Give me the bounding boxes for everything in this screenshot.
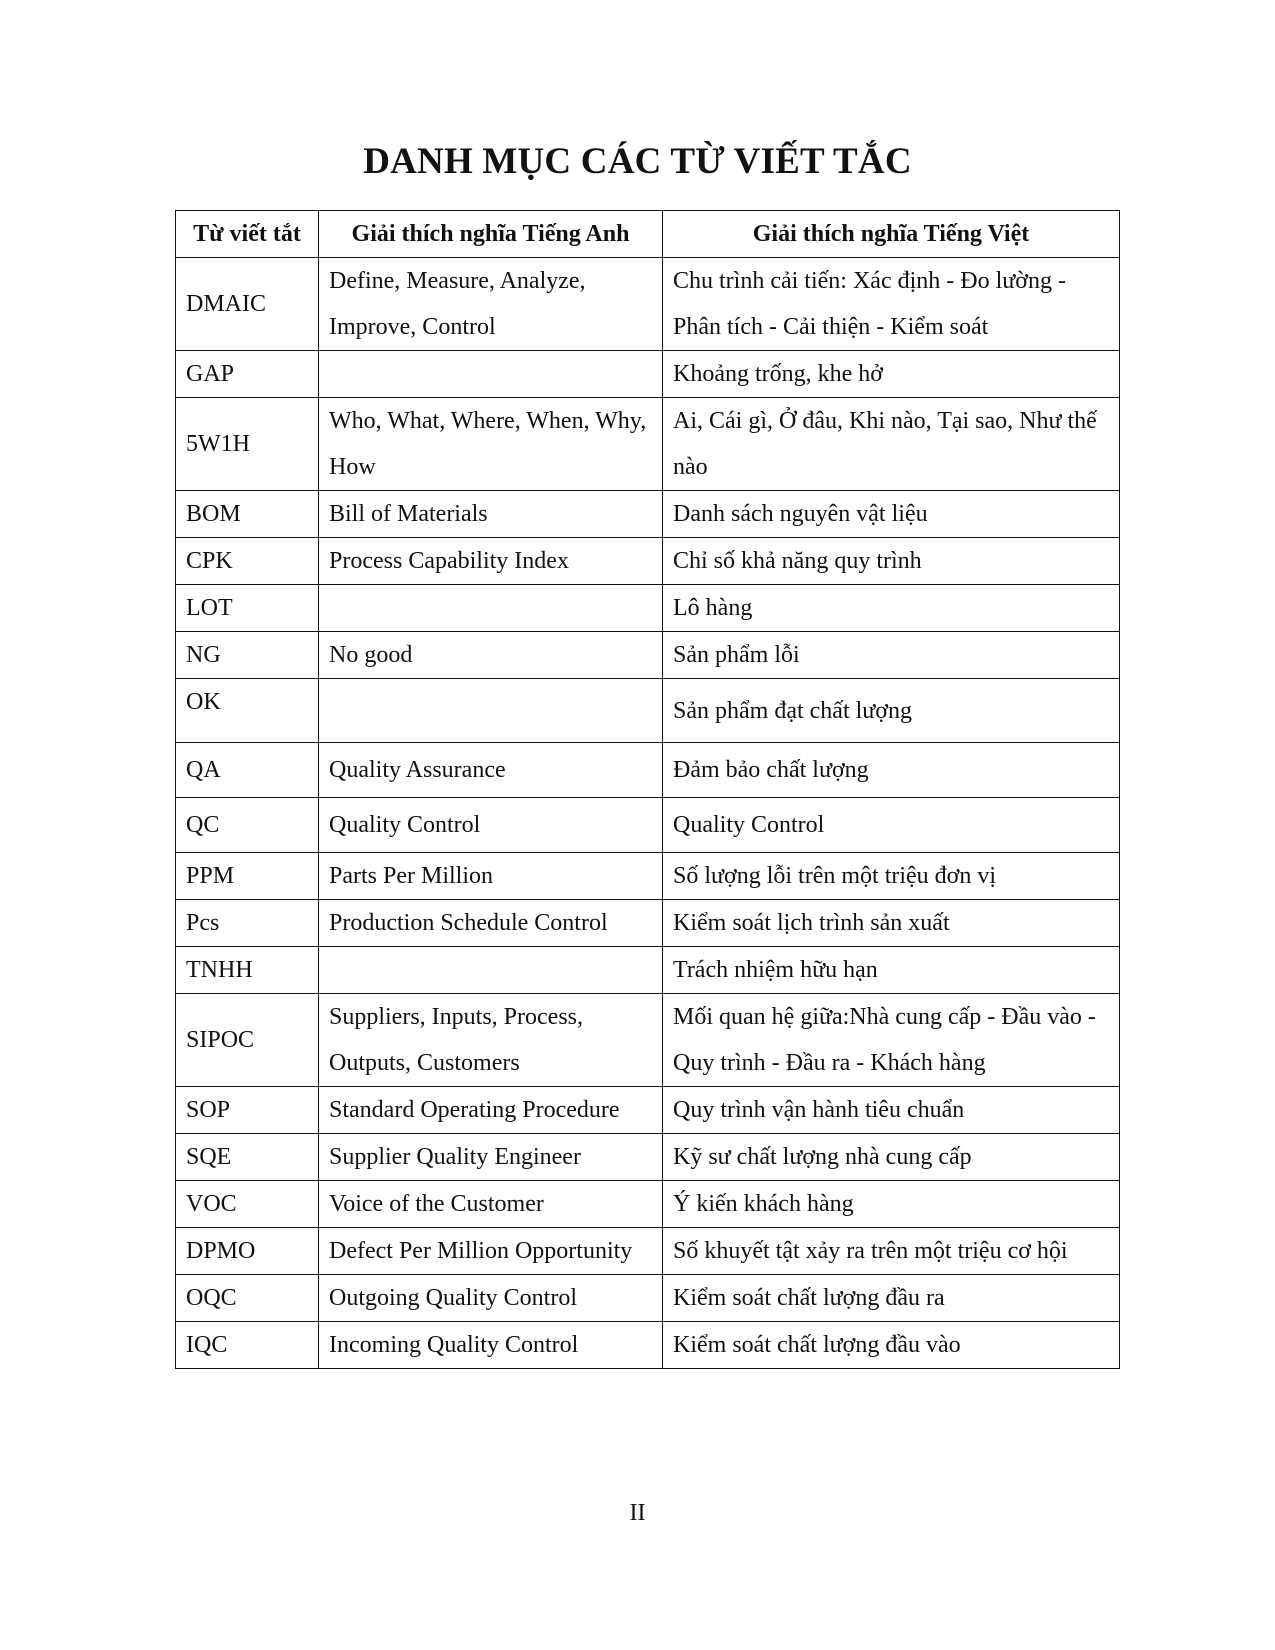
cell-vietnamese: Ý kiến khách hàng [663,1181,1120,1228]
cell-vietnamese: Quality Control [663,798,1120,853]
cell-english: Voice of the Customer [319,1181,663,1228]
cell-vietnamese: Mối quan hệ giữa:Nhà cung cấp - Đầu vào - Quy trình - Đầu ra - Khách hàng [663,994,1120,1087]
cell-abbreviation: TNHH [176,947,319,994]
table-row [176,798,1120,853]
cell-english: Quality Assurance [319,743,663,798]
cell-abbreviation: SIPOC [176,994,319,1087]
table-row [176,947,1120,994]
cell-abbreviation: 5W1H [176,398,319,491]
table-row [176,1134,1120,1181]
table-row [176,853,1120,900]
cell-english: Production Schedule Control [319,900,663,947]
header-abbreviation: Từ viết tắt [176,211,319,258]
cell-english [319,947,663,994]
table-row [176,491,1120,538]
cell-english: Defect Per Million Opportunity [319,1228,663,1275]
cell-abbreviation: SOP [176,1087,319,1134]
table-row [176,585,1120,632]
cell-abbreviation: DMAIC [176,258,319,351]
table-row [176,1181,1120,1228]
cell-abbreviation: NG [176,632,319,679]
cell-english [319,351,663,398]
cell-abbreviation: QA [176,743,319,798]
cell-vietnamese: Trách nhiệm hữu hạn [663,947,1120,994]
table-row [176,398,1120,491]
cell-english: No good [319,632,663,679]
cell-vietnamese: Sản phẩm lỗi [663,632,1120,679]
cell-english [319,679,663,743]
cell-abbreviation: OK [176,679,319,743]
header-english-meaning: Giải thích nghĩa Tiếng Anh [319,211,663,258]
table-row [176,351,1120,398]
cell-english: Suppliers, Inputs, Process, Outputs, Customers [319,994,663,1087]
cell-english: Parts Per Million [319,853,663,900]
cell-english [319,585,663,632]
cell-abbreviation: GAP [176,351,319,398]
cell-vietnamese: Đảm bảo chất lượng [663,743,1120,798]
cell-abbreviation: BOM [176,491,319,538]
table-row [176,1228,1120,1275]
cell-vietnamese: Quy trình vận hành tiêu chuẩn [663,1087,1120,1134]
cell-abbreviation: LOT [176,585,319,632]
cell-abbreviation: OQC [176,1275,319,1322]
header-vietnamese-meaning: Giải thích nghĩa Tiếng Việt [663,211,1120,258]
cell-vietnamese: Chỉ số khả năng quy trình [663,538,1120,585]
table-row [176,1275,1120,1322]
cell-abbreviation: CPK [176,538,319,585]
cell-english: Process Capability Index [319,538,663,585]
cell-abbreviation: QC [176,798,319,853]
cell-vietnamese: Chu trình cải tiến: Xác định - Đo lường - Phân tích - Cải thiện - Kiểm soát [663,258,1120,351]
cell-english: Define, Measure, Analyze, Improve, Control [319,258,663,351]
cell-vietnamese: Danh sách nguyên vật liệu [663,491,1120,538]
cell-vietnamese: Khoảng trống, khe hở [663,351,1120,398]
cell-vietnamese: Sản phẩm đạt chất lượng [663,679,1120,743]
cell-english: Supplier Quality Engineer [319,1134,663,1181]
cell-abbreviation: VOC [176,1181,319,1228]
table-row [176,538,1120,585]
cell-abbreviation: PPM [176,853,319,900]
table-row [176,679,1120,743]
table-row [176,1322,1120,1369]
abbreviations-table [175,210,1120,1369]
cell-vietnamese: Số khuyết tật xảy ra trên một triệu cơ hội [663,1228,1120,1275]
cell-vietnamese: Lô hàng [663,585,1120,632]
cell-english: Outgoing Quality Control [319,1275,663,1322]
cell-abbreviation: SQE [176,1134,319,1181]
cell-abbreviation: DPMO [176,1228,319,1275]
table-row [176,258,1120,351]
table-row [176,900,1120,947]
cell-english: Quality Control [319,798,663,853]
table-row [176,743,1120,798]
page-title: DANH MỤC CÁC TỪ VIẾT TẮC [363,141,912,182]
table-row [176,1087,1120,1134]
cell-english: Who, What, Where, When, Why, How [319,398,663,491]
table-header-row [176,211,1120,258]
table-row [176,632,1120,679]
cell-vietnamese: Ai, Cái gì, Ở đâu, Khi nào, Tại sao, Như thế nào [663,398,1120,491]
cell-vietnamese: Kiểm soát chất lượng đầu ra [663,1275,1120,1322]
cell-vietnamese: Kỹ sư chất lượng nhà cung cấp [663,1134,1120,1181]
cell-abbreviation: Pcs [176,900,319,947]
table-row [176,994,1120,1087]
cell-abbreviation: IQC [176,1322,319,1369]
cell-english: Incoming Quality Control [319,1322,663,1369]
cell-vietnamese: Số lượng lỗi trên một triệu đơn vị [663,853,1120,900]
page-number: II [629,1500,646,1526]
cell-english: Bill of Materials [319,491,663,538]
cell-vietnamese: Kiểm soát chất lượng đầu vào [663,1322,1120,1369]
cell-english: Standard Operating Procedure [319,1087,663,1134]
cell-vietnamese: Kiểm soát lịch trình sản xuất [663,900,1120,947]
